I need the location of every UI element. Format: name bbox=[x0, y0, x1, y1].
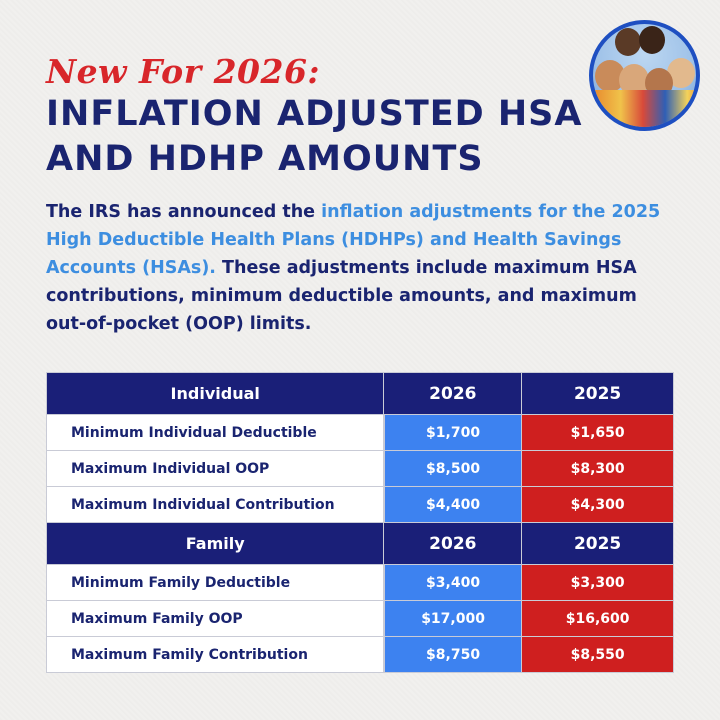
intro-text-2: These adjustments include maximum HSA contributions, minimum deductible amounts, and maximum out-of-pocket (OOP) limits. bbox=[46, 258, 637, 334]
section-header-label: Family bbox=[47, 523, 384, 565]
value-2026: $17,000 bbox=[384, 601, 522, 637]
row-label: Maximum Family OOP bbox=[47, 601, 384, 637]
value-2026: $8,750 bbox=[384, 637, 522, 673]
page-title bbox=[46, 92, 586, 182]
value-2025: $8,550 bbox=[522, 637, 674, 673]
column-header-2026: 2026 bbox=[384, 373, 522, 415]
row-label: Minimum Individual Deductible bbox=[47, 415, 384, 451]
section-header-label: Individual bbox=[47, 373, 384, 415]
people-photo bbox=[589, 20, 700, 131]
intro-paragraph bbox=[46, 198, 666, 338]
value-2025: $16,600 bbox=[522, 601, 674, 637]
value-2025: $8,300 bbox=[522, 451, 674, 487]
row-label: Maximum Individual OOP bbox=[47, 451, 384, 487]
table-row bbox=[47, 637, 674, 673]
row-label: Minimum Family Deductible bbox=[47, 565, 384, 601]
column-header-2025: 2025 bbox=[522, 523, 674, 565]
table-row bbox=[47, 487, 674, 523]
column-header-2025: 2025 bbox=[522, 373, 674, 415]
subtitle: New For 2026: bbox=[46, 52, 321, 91]
value-2025: $4,300 bbox=[522, 487, 674, 523]
value-2026: $4,400 bbox=[384, 487, 522, 523]
value-2026: $1,700 bbox=[384, 415, 522, 451]
table-row bbox=[47, 451, 674, 487]
title-line-2: AND HDHP AMOUNTS bbox=[46, 139, 484, 179]
intro-text-1: The IRS has announced the bbox=[46, 202, 322, 222]
value-2026: $3,400 bbox=[384, 565, 522, 601]
row-label: Maximum Family Contribution bbox=[47, 637, 384, 673]
table-row bbox=[47, 601, 674, 637]
intro-highlight: inflation adjustments for the 2025 High Deductible Health Plans (HDHPs) and Health Savings Accounts (HSAs). bbox=[46, 202, 661, 278]
table-section-header bbox=[47, 523, 674, 565]
table-row bbox=[47, 415, 674, 451]
row-label: Maximum Individual Contribution bbox=[47, 487, 384, 523]
table-row bbox=[47, 565, 674, 601]
value-2025: $1,650 bbox=[522, 415, 674, 451]
column-header-2026: 2026 bbox=[384, 523, 522, 565]
table-section-header bbox=[47, 373, 674, 415]
title-line-1: INFLATION ADJUSTED HSA bbox=[46, 94, 583, 134]
hsa-limits-table bbox=[46, 372, 674, 673]
value-2025: $3,300 bbox=[522, 565, 674, 601]
value-2026: $8,500 bbox=[384, 451, 522, 487]
